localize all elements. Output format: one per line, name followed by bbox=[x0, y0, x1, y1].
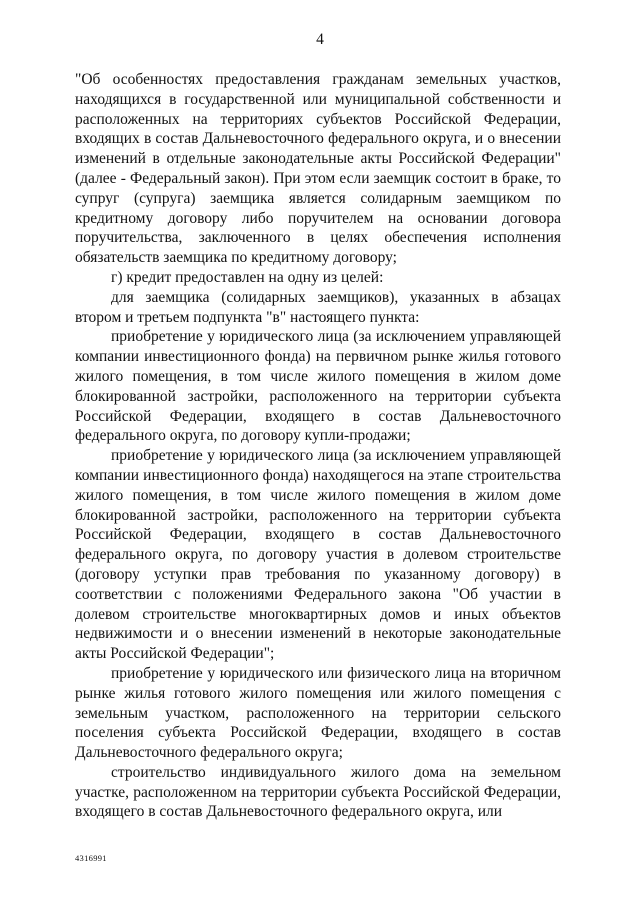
paragraph-continuation: "Об особенностях предоставления гражданам земельных участков, находящихся в государственной или муниципальной собственности и расположенных на территориях субъектов Российской Федерации, входящих в состав Дальневосточного федерального округа, и о внесении изменений в отдельные законодательные акты Российской Федерации" (далее - Федеральный закон). При этом если заемщик состоит в браке, то супруг (супруга) заемщика является солидарным заемщиком по кредитному договору либо поручителем на основании договора поручительства, заключенного в целях обеспечения исполнения обязательств заемщика по кредитному договору; bbox=[75, 71, 561, 267]
paragraph-house-construction: строительство индивидуального жилого дома на земельном участке, расположенном на территории субъекта Российской Федерации, входящего в состав Дальневосточного федерального округа, или bbox=[75, 763, 561, 821]
paragraph-secondary-market-purchase: приобретение у юридического или физического лица на вторичном рынке жилья готового жилого помещения или жилого помещения с земельным участком, расположенного на территории сельского поселения субъекта Российской Федерации, входящего в состав Дальневосточного федерального округа; bbox=[75, 664, 561, 762]
paragraph-primary-market-purchase: приобретение у юридического лица (за исключением управляющей компании инвестиционного фонда) на первичном рынке жилья готового жилого помещения, в том числе жилого помещения в жилом доме блокированной застройки, расположенного на территории субъекта Российской Федерации, входящего в состав Дальневосточного федерального округа, по договору купли-продажи; bbox=[75, 328, 561, 445]
page-number: 4 bbox=[316, 31, 324, 48]
paragraph-construction-stage-purchase: приобретение у юридического лица (за исключением управляющей компании инвестиционного фонда) находящегося на этапе строительства жилого помещения, в том числе жилого помещения в жилом доме блокированной застройки, расположенного на территории субъекта Российской Федерации, входящего в состав Дальневосточного федерального округа, по договору участия в долевом строительстве (договору уступки прав требования по указанному договору) в соответствии с положениями Федерального закона "Об участии в долевом строительстве многоквартирных домов и иных объектов недвижимости и о внесении изменений в некоторые законодательные акты Российской Федерации"; bbox=[75, 447, 561, 663]
paragraph-borrower-scope: для заемщика (солидарных заемщиков), указанных в абзацах втором и третьем подпункта "в" настоящего пункта: bbox=[75, 288, 561, 326]
document-footer-code: 4316991 bbox=[75, 853, 107, 863]
paragraph-subitem-g: г) кредит предоставлен на одну из целей: bbox=[111, 268, 384, 286]
document-body bbox=[75, 70, 561, 822]
